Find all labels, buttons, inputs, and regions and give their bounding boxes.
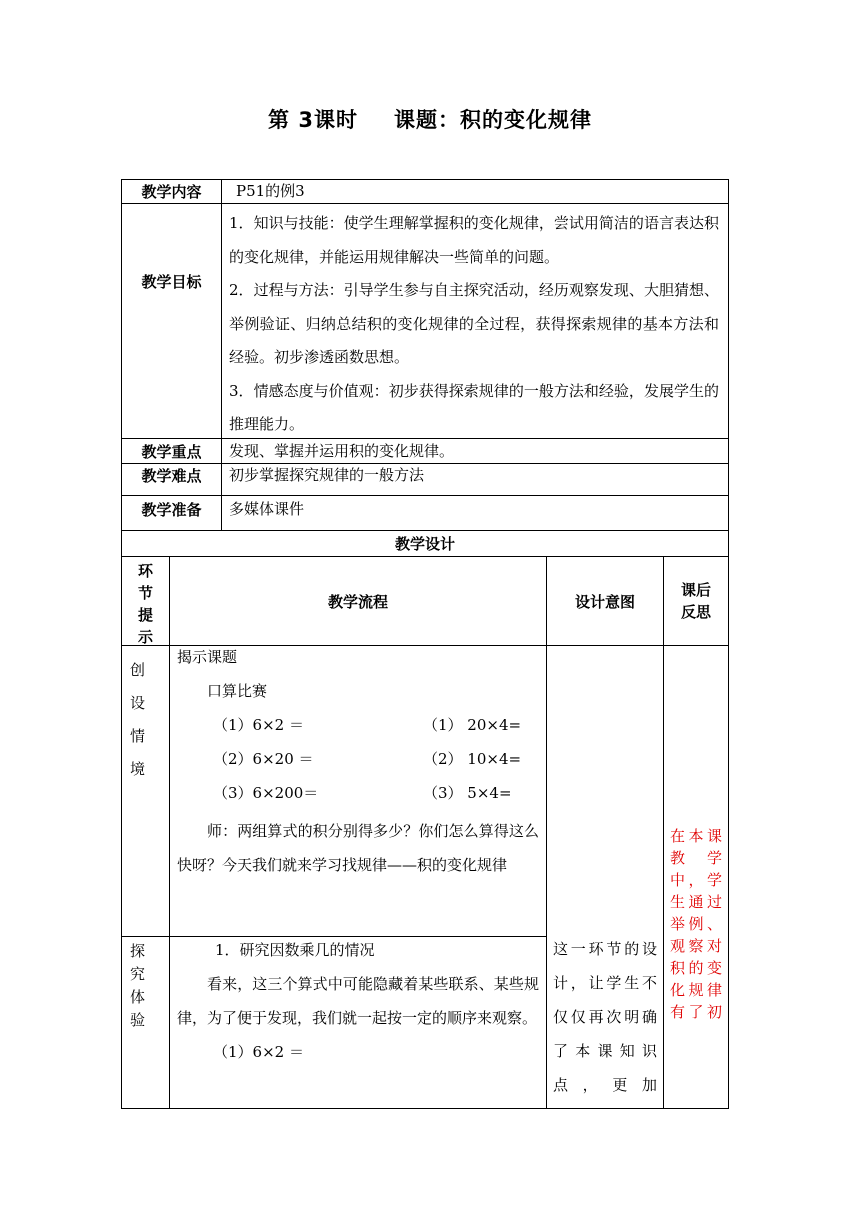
reflect-text: 在本课教学中，学生通过举例、观察对积的变化规律有了初 [670,827,722,1021]
flow-column-header: 教学流程 [327,592,388,611]
goal-list [229,207,719,442]
teacher-question: 师：两组算式的积分别得多少？你们怎么算得这么快呀？今天我们就来学习找规律——积的变化规律 [177,822,539,874]
goal-item: 3．情感态度与价值观：初步获得探索规律的一般方法和经验，发展学生的推理能力。 [229,381,719,433]
stage2-paragraph: 看来，这三个算式中可能隐藏着某些联系、某些规律，为了便于发现，我们就一起按一定的顺序来观察。 [177,975,539,1027]
equation-right: （1） 20×4= [423,716,522,734]
equation-row [177,776,539,810]
goal-label: 教学目标 [141,273,202,291]
stage-label-explore: 探究体验 [130,942,146,1029]
stage-column-header: 环节提示 [137,562,153,646]
equation-left: （3）6×200＝ [213,784,319,802]
prep-label: 教学准备 [141,500,202,519]
equation-row [177,708,539,742]
page-title [0,104,860,134]
difficulty-value: 初步掌握探究规律的一般方法 [229,466,425,484]
intent-text: 这一环节的设计，让学生不仅仅再次明确了本课知识点，更加 [553,940,657,1094]
stage2-equation: （1）6×2 ＝ [213,1043,304,1061]
equation-left: （2）6×20 ＝ [213,750,314,768]
key-value: 发现、掌握并运用积的变化规律。 [229,442,455,460]
intent-column-header: 设计意图 [574,592,635,611]
stage1-flow [177,640,539,882]
content-value: P51的例3 [236,182,305,200]
equation-row [177,742,539,776]
equation-right: （2） 10×4= [423,750,522,768]
prep-value: 多媒体课件 [229,500,305,518]
difficulty-label: 教学难点 [141,466,202,485]
goal-item: 2．过程与方法：引导学生参与自主探究活动，经历观察发现、大胆猜想、举例验证、归纳总结积的变化规律的全过程，获得探索规律的基本方法和经验。初步渗透函数思想。 [229,281,719,366]
equation-right: （3） 5×4= [423,784,512,802]
lesson-topic: 课题：积的变化规律 [393,108,592,132]
stage2-flow [177,933,539,1069]
content-label: 教学内容 [141,183,202,201]
equation-left: （1）6×2 ＝ [213,716,304,734]
stage1-heading: 揭示课题 [177,648,238,666]
key-label: 教学重点 [141,442,202,461]
lesson-number: 第 3课时 [268,108,358,132]
goal-item: 1．知识与技能：使学生理解掌握积的变化规律，尝试用简洁的语言表达积的变化规律，并能运用规律解决一些简单的问题。 [229,214,719,266]
stage2-heading: 1．研究因数乘几的情况 [215,941,375,959]
stage-label-create: 创设情境 [130,661,146,778]
reflect-column-header: 课后反思 [680,581,711,621]
design-heading: 教学设计 [394,535,455,553]
stage1-sub: 口算比赛 [207,682,268,700]
